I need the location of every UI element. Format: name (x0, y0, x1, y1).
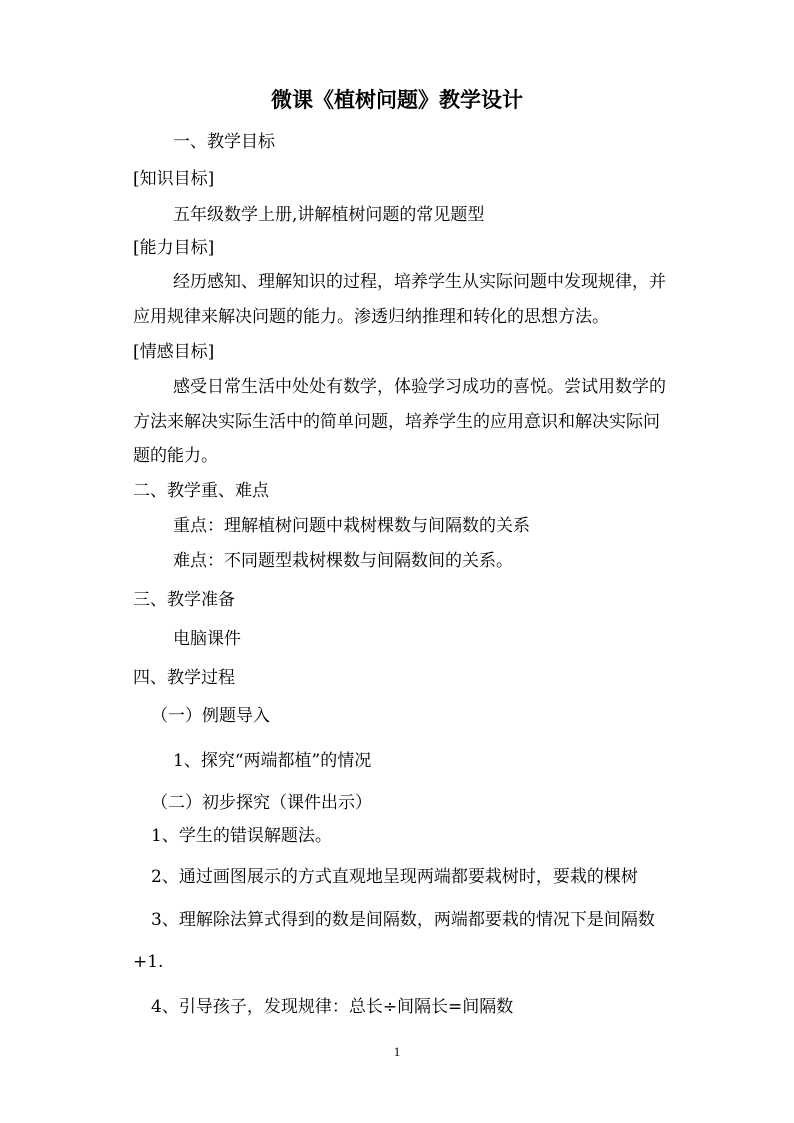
paragraph-emotion-goal-line-3: 题的能力。 (133, 446, 218, 466)
paragraph-key-point: 重点：理解植树问题中栽树棵数与间隔数的关系 (173, 516, 530, 536)
paragraph-difficult-point: 难点：不同题型栽树棵数与间隔数间的关系。 (173, 551, 513, 571)
label-emotion-goal: [情感目标] (133, 342, 215, 362)
paragraph-knowledge-goal: 五年级数学上册,讲解植树问题的常见题型 (173, 205, 485, 225)
paragraph-emotion-goal-line-2: 方法来解决实际生活中的简单问题，培养学生的应用意识和解决实际问 (133, 412, 660, 432)
paragraph-ability-goal-line-2: 应用规律来解决问题的能力。渗透归纳推理和转化的思想方法。 (133, 307, 609, 327)
label-ability-goal: [能力目标] (133, 238, 215, 258)
step-3-line-2: +1. (133, 952, 164, 972)
heading-teaching-preparation: 三、教学准备 (133, 590, 235, 610)
page-number: 1 (393, 1044, 401, 1059)
paragraph-ability-goal-line-1: 经历感知、理解知识的过程，培养学生从实际问题中发现规律，并 (173, 272, 666, 292)
heading-teaching-goals: 一、教学目标 (173, 132, 275, 152)
document-title: 微课《植树问题》教学设计 (271, 88, 523, 112)
heading-teaching-process: 四、教学过程 (133, 668, 235, 688)
paragraph-emotion-goal-line-1: 感受日常生活中处处有数学，体验学习成功的喜悦。尝试用数学的 (173, 377, 666, 397)
step-3-line-1: 3、理解除法算式得到的数是间隔数，两端都要栽的情况下是间隔数 (151, 910, 655, 930)
step-2: 2、通过画图展示的方式直观地呈现两端都要栽树时，要栽的棵树 (151, 867, 638, 887)
label-knowledge-goal: [知识目标] (133, 169, 215, 189)
subheading-initial-exploration: （二）初步探究（课件出示） (151, 793, 372, 813)
paragraph-preparation: 电脑课件 (173, 629, 241, 649)
heading-key-difficult-points: 二、教学重、难点 (133, 481, 269, 501)
step-1: 1、学生的错误解题法。 (151, 826, 332, 846)
step-explore-both-ends: 1、探究“两端都植”的情况 (173, 751, 372, 771)
step-4: 4、引导孩子，发现规律：总长÷间隔长=间隔数 (151, 997, 514, 1017)
subheading-example-intro: （一）例题导入 (151, 706, 270, 726)
